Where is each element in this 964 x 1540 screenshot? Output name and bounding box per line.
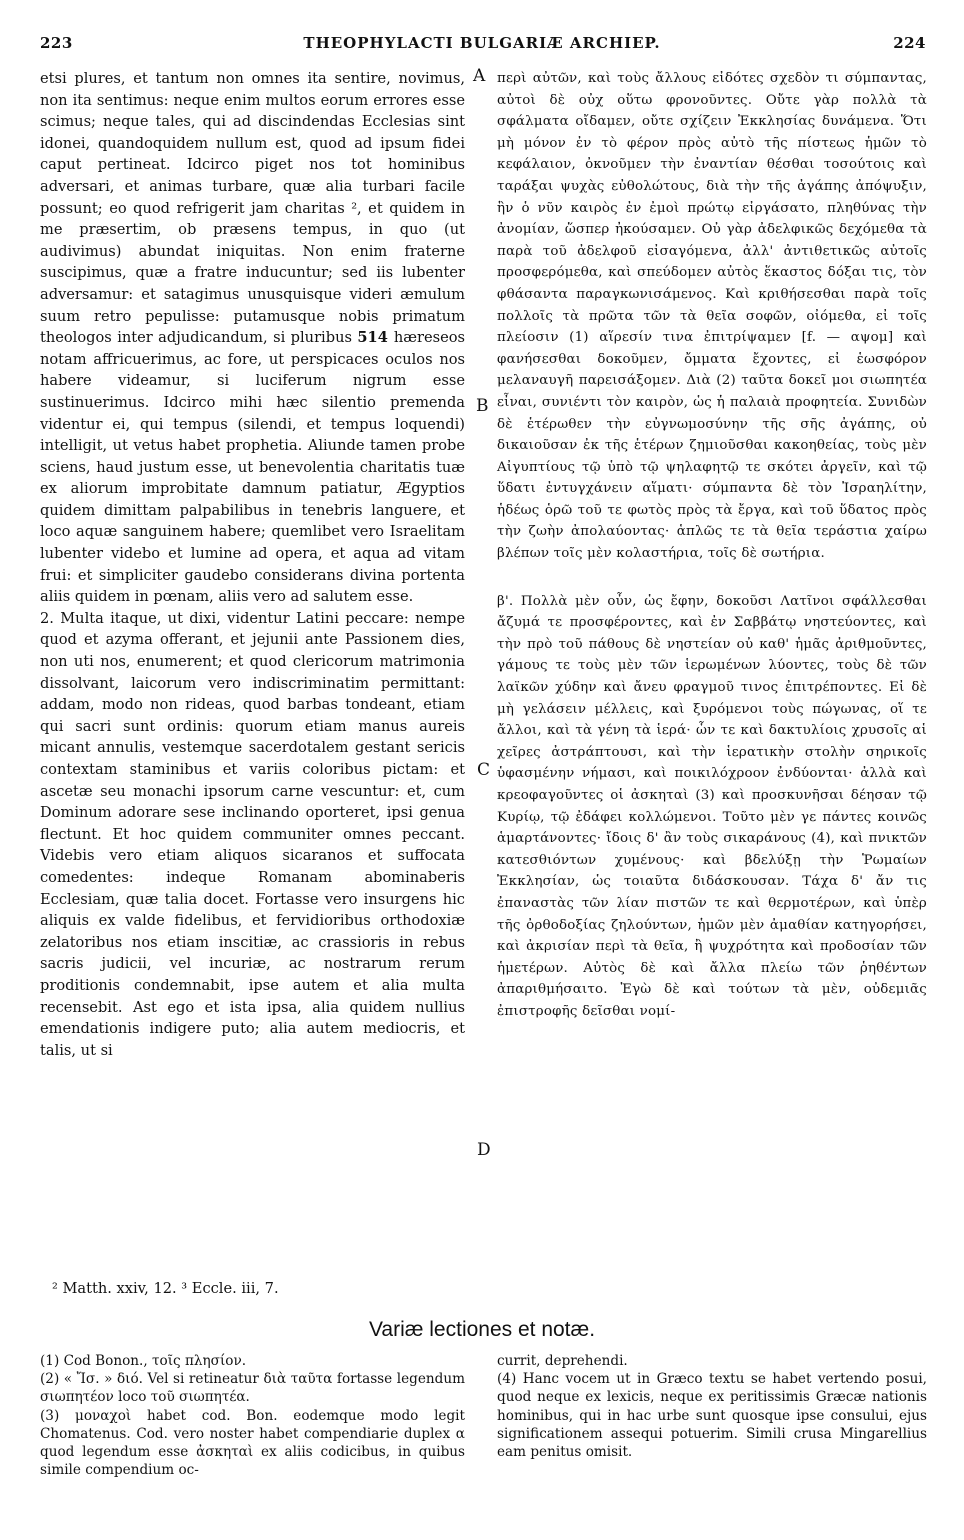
note-item: (3) μοναχοὶ habet cod. Bon. eodemque modo legit Chomatenus. Cod. vero noster habet compendiarie duplex α quod legendum esse ἀσκηταὶ ex aliis codicibus, in quibus simile compendium oc- bbox=[40, 1407, 465, 1479]
latin-paragraph-1-part-a: etsi plures, et tantum non omnes ita sentire, novimus, non ita sentimus: neque enim multos eorum errores esse scimus; neque tales, qui ad discindendas Ecclesias sint idonei, quandoquidem nullum est, quod ad ipsum fidei caput pertineat. Idcirco piget nos tot hominibus adversari, et animas turbare, quæ alia turbari facile possunt; eo quod refrigerit jam charitas ², et quidem in me præsertim, ob præsens tempus, in quo (ut audivimus) abundat iniquitas. Non enim fraterne suscipimus, quæ a fratre inducuntur; sed iis lubenter adversamur: et satagimus unusquisque videri æmulum suum retro pepulisse: putamusque nobis primatum theologos inter adjudicandum, si pluribus bbox=[40, 70, 465, 347]
right-page-number: 224 bbox=[893, 34, 926, 52]
notes-left-column bbox=[40, 1352, 465, 1479]
margin-marker-b: B bbox=[476, 396, 489, 416]
note-item: (4) Hanc vocem ut in Græco textu se habet vertendo posui, quod neque ex lexicis, neque ex peritissimis Græcæ nationis hominibus, qui in hac urbe sunt quosque ipse consului, ejus significationem assequi potuerim. Simili crusa Mingarellius eam penitus omisit. bbox=[497, 1371, 927, 1461]
note-item: (2) « Ἴσ. » διό. Vel si retineatur διὰ ταῦτα fortasse legendum σιωπητέον loco τοῦ σιωπητέα. bbox=[40, 1371, 465, 1406]
margin-marker-a: A bbox=[473, 66, 486, 86]
notes-title: Variæ lectiones et notæ. bbox=[368, 1318, 596, 1341]
running-title: THEOPHYLACTI BULGARIÆ ARCHIEP. bbox=[303, 34, 661, 52]
latin-paragraph-2: 2. Multa itaque, ut dixi, videntur Latini peccare: nempe quod et azyma offerant, et jejunii ante Passionem dies, non uti nos, enumerent; et quod clericorum matrimonia dissolvant, laicorum vero indiscriminatim permittant: addam, modo non rideas, quod barbas tondeant, etiam qui sacri sunt ordinis: quorum etiam manus aureis micant annulis, vestemque sacerdotalem gestant sericis contextam staminibus et variis coloribus pictam: et ascetæ seu monachi ipsorum carne vescuntur: et, cum Dominum adorare sese inclinando oporteret, ipsi genua flectunt. Et hoc quidem communiter omnes peccant. Videbis vero etiam aliquos sicaranos et suffocata comedentes: indeque Romanam abominaberis Ecclesiam, quæ talia docet. Fortasse vero insurgens hic aliquis ex valde fidelibus, et fervidioribus orthodoxiæ zelatoribus nos etiam inscitiæ, ac crassioris in rebus sacris judicii, vel incuriæ, ac nostrarum rerum proditionis condemnabit, ipse autem et alia multa recensebit. Ast ego et ista ipsa, alia quidem nullius emendationis indigere puto; alia autem mediocris, et talis, ut si bbox=[40, 609, 465, 1059]
left-page-number: 223 bbox=[40, 34, 73, 52]
latin-paragraph-1 bbox=[40, 68, 465, 608]
greek-column bbox=[497, 68, 927, 1023]
latin-paragraph-1-part-b: hæreseos notam affricuerimus, ac fore, ut perspicaces oculos nos habere videamur, si luciferum nigrum esse sustinuerimus. Idcirco mihi hæc silentio premenda videntur ei, qui tempus (silendi, et tempus loquendi) intelligit, ut vetus habet prophetia. Aliunde tamen probe sciens, haud justum esse, ut benevolentia charitatis tuæ ex aliorum improbitate damnum patiatur, Ægyptios quidem dimittam palpabilibus in tenebris languere, et loco aquæ sanguinem habere; quemlibet vero Israelitam lubenter videbo et lumine ad opera, et aqua ad vitam frui: et simpliciter gaudebo considerans divina portenta aliis quidem in pœnam, aliis vero ad salutem esse. bbox=[40, 329, 465, 606]
notes-right-column bbox=[497, 1352, 927, 1461]
greek-paragraph-1: περὶ αὐτῶν, καὶ τοὺς ἄλλους εἰδότες σχεδὸν τι σύμπαντας, αὐτοὶ δὲ οὐχ οὕτω φρονοῦντες. Οὔτε γὰρ πολλὰ τὰ σφάλματα οἴδαμεν, οὔτε σχίζειν Ἐκκλησίας δυνάμενα. Ὅτι μὴ μόνον ἐν τὸ φέρον πρὸς αὐτὸ τῆς πίστεως ἡμῶν τὸ κεφάλαιον, ὀκνοῦμεν τὴν ἐναντίαν θέσθαι τοσούτοις καὶ ταράξαι ψυχὰς εὐθολώτους, διὰ τὴν τῆς ἀγάπης ἀπόψυξιν, ἣν ὁ νῦν καιρὸς ἐν ἐμοὶ πρώτῳ εἰργάσατο, πληθύνας τὴν ἀνομίαν, ὥσπερ ἠκούσαμεν. Οὐ γὰρ ἀδελφικῶς δεχόμεθα τὰ παρὰ τοῦ ἀδελφοῦ εἰσαγόμενα, ἀλλ' ἀντιθετικῶς αὐτοῖς προσφερόμεθα, καὶ σπεύδομεν αὐτὸς ἕκαστος δόξαι τις, τὸν φθάσαντα παραγκωνισάμενος. Καὶ κριθήσεσθαι παρὰ τοῖς πολλοῖς τὰ πρῶτα τῶν τὰ θεῖα σοφῶν, οἰόμεθα, εἰ τοῖς πλείοσιν (1) αἵρεσίν τινα ἐπιτρίψαμεν [f. — αψομ] καὶ φανήσεσθαι δοκοῦμεν, ὄμματα ἔχοντες, εἰ ἑωσφόρον μελαναυγῆ παρεισάξομεν. Διὰ (2) ταῦτα δοκεῖ μοι σιωπητέα εἶναι, συνιέντι τὸν καιρὸν, ὡς ἡ παλαιὰ προφητεία. Συνιδὼν δὲ ἑτέρωθεν τὴν εὐγνωμοσύνην τῆς σῆς ἀγάπης, οὐ δικαιοῦσαν ἐκ τῆς ἑτέρων ζημιοῦσθαι κακοηθείας, τοὺς μὲν Αἰγυπτίους τῷ ὑπὸ τῷ ψηλαφητῷ τε σκότει ἀργεῖν, καὶ τῷ ὕδατι ἐντυγχάνειν αἵματι· σύμπαντα δὲ τὸν Ἰσραηλίτην, ἡδέως ὁρῶ τοῦ τε φωτὸς πρὸς τὰ ἔργα, καὶ τοῦ ὕδατος πρὸς τὴν ζωὴν ἀπολαύοντας· ἁπλῶς τε τὰ θεῖα τεράστια χαίρω βλέπων τοῖς μὲν κολαστήρια, τοῖς δὲ σωτήρια. bbox=[497, 71, 927, 562]
latin-column bbox=[40, 68, 465, 1061]
note-item: currit, deprehendi. bbox=[497, 1353, 628, 1369]
marginal-column-number: 514 bbox=[357, 329, 388, 347]
footnotes: ² Matth. xxiv, 12. ³ Eccle. iii, 7. bbox=[52, 1280, 279, 1297]
note-item: (1) Cod Bonon., τοῖς πλησίον. bbox=[40, 1353, 247, 1369]
greek-paragraph-2: β'. Πολλὰ μὲν οὖν, ὡς ἔφην, δοκοῦσι Λατῖνοι σφάλλεσθαι ἄζυμά τε προσφέροντες, καὶ ἐν Σαββάτῳ νηστεύοντες, καὶ τὴν πρὸ τοῦ πάθους δὲ νηστείαν οὐ καθ' ἡμᾶς ἀριθμοῦντες, γάμους τε τοὺς μὲν τῶν ἱερωμένων λύοντες, τοὺς δὲ τῶν λαϊκῶν χύδην καὶ ἄνευ φραγμοῦ τινος ἐπιτρέποντες. Εἰ δὲ μὴ γελάσειν μέλλεις, καὶ ξυρόμενοι τοὺς πώγωνας, οἵ τε ἄλλοι, καὶ τὰ γένη τὰ ἱερά· ὧν τε καὶ δακτυλίοις χρυσοῖς αἱ χεῖρες ἀστράπτουσι, καὶ τὴν ἱερατικὴν στολὴν σηρικοῖς ὑφασμένην νήμασι, καὶ ποικιλόχροον ἐνδύονται· ἀλλὰ καὶ κρεοφαγοῦντες οἱ ἀσκηταὶ (3) καὶ προσκυνῆσαι δέησαν τῷ Κυρίῳ, τῷ ἐδάφει κολλώμενοι. Τοῦτο μὲν γε πάντες κοινῶς ἁμαρτάνοντες· ἴδοις δ' ἂν τοὺς σικαράνους (4), καὶ πνικτῶν κατεσθιόντων χυμένους· καὶ βδελύξῃ τὴν Ῥωμαίων Ἐκκλησίαν, ὡς τοιαῦτα διδάσκουσαν. Τάχα δ' ἄν τις ἐπαναστὰς τῶν λίαν πιστῶν τε καὶ θερμοτέρων, καὶ ὑπὲρ τῆς ὀρθοδοξίας ζηλούντων, ἡμῶν μὲν ἀμαθίαν κατηγορήσει, καὶ ἀκρισίαν περὶ τὰ θεῖα, ἢ ψυχρότητα καὶ προδοσίαν τῶν ἡμετέρων. Αὐτὸς δὲ καὶ ἄλλα πλείω τῶν ῥηθέντων ἀπαριθμήσαιτο. Ἐγὼ δὲ καὶ τούτων τὰ μὲν, οὐδεμιᾶς ἐπιστροφῆς δεῖσθαι νομί- bbox=[497, 593, 927, 1019]
margin-marker-c: C bbox=[477, 760, 491, 780]
margin-marker-d: D bbox=[477, 1140, 491, 1160]
